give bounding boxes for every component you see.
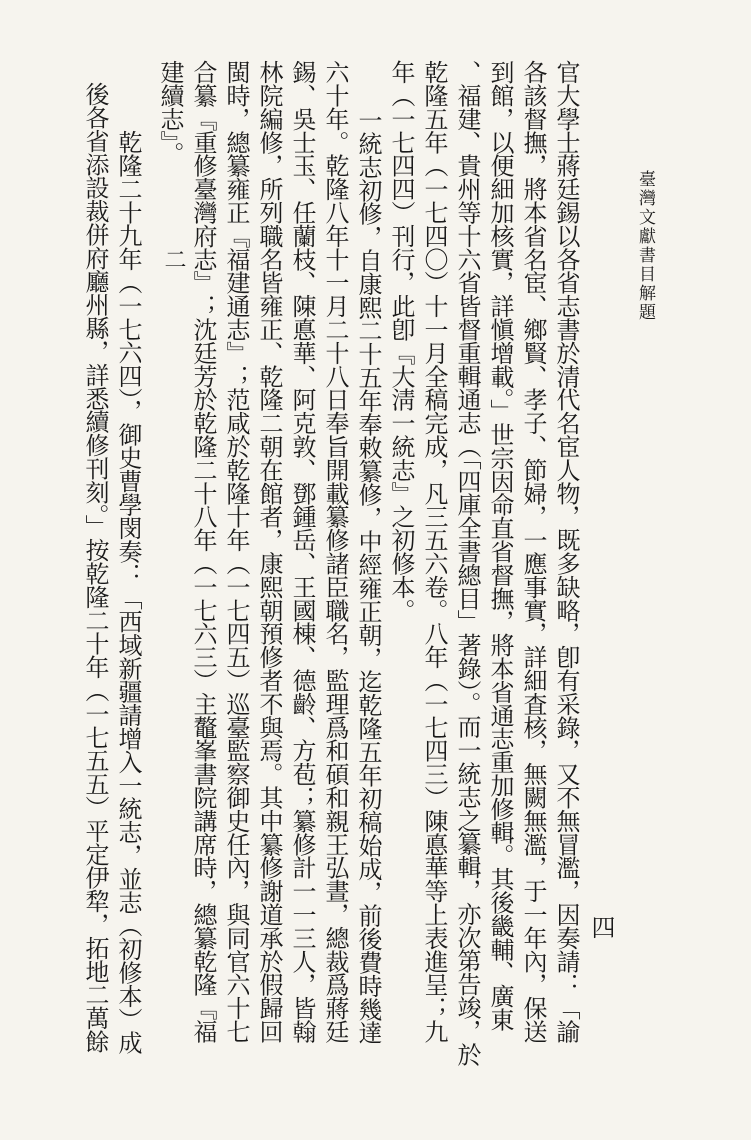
text-column: 乾隆二十九年（一七六四），御史曹學閔奏：「西域新疆請增入一統志，並志（初修本）成 — [114, 130, 142, 1055]
text-column: 乾隆五年（一七四〇）十一月全稿完成，凡三五六卷。八年（一七四三）陳悳華等上表進呈；九 — [420, 60, 448, 1043]
section-marker: 二 — [161, 248, 186, 270]
text-column: 建續志』。 — [156, 60, 184, 166]
text-column: 各該督撫，將本省名宦、鄉賢、孝子、節婦，一應事實，詳細査核，無闕無濫，于一年內，保送 — [519, 60, 547, 1043]
running-header: 臺灣文獻書目解題 — [635, 170, 655, 322]
text-column: 錫、吳士玉、任蘭枝、陳悳華、阿克敦、鄧鍾岳、王國棟、德齡、方苞；纂修計一一三人，皆翰 — [288, 60, 316, 1043]
text-column: 一統志初修，自康熙二十五年奉敕纂修，中經雍正朝，迄乾隆五年初稿始成，前後費時幾達 — [354, 108, 382, 1045]
text-column: 林院編修，所列職名皆雍正、乾隆二朝在館者，康熙朝預修者不與焉。其中纂修謝道承於假歸回 — [255, 60, 283, 1043]
text-column: 、福建、貴州等十六省皆督重輯通志（「四庫全書總目」著錄）。而一統志之纂輯，亦次第告竣，於 — [453, 60, 481, 1066]
text-column: 到館，以便細加核實，詳愼增載。」世宗因命直省督撫，將本省通志重加修輯。其後畿輔、廣東 — [486, 60, 514, 1031]
text-column: 年（一七四四）刊行，此卽『大淸一統志』之初修本。 — [387, 60, 415, 622]
text-column: 官大學士蔣廷錫以各省志書於清代名宦人物，既多缺略，卽有采錄，又不無冒濫，因奏請：「諭 — [552, 60, 580, 1043]
text-column: 後各省添設裁併府廳州縣，詳悉續修刊刻。」按乾隆二十年（一七五五）平定伊犂，拓地二萬餘 — [81, 82, 109, 1053]
text-column: 合纂『重修臺灣府志』；沈廷芳於乾隆二十八年（一七六三）主鼇峯書院講席時，總纂乾隆『福 — [189, 60, 217, 1043]
page-number: 四 — [587, 915, 615, 939]
text-column: 閩時，總纂雍正『福建通志』；范咸於乾隆十年（一七四五）巡臺監察御史任內，與同官六十七 — [222, 60, 250, 1043]
text-column: 六十年。乾隆八年十一月二十八日奉旨開載纂修諸臣職名，監理爲和碩和親王弘晝，總裁爲蔣廷 — [321, 60, 349, 1043]
